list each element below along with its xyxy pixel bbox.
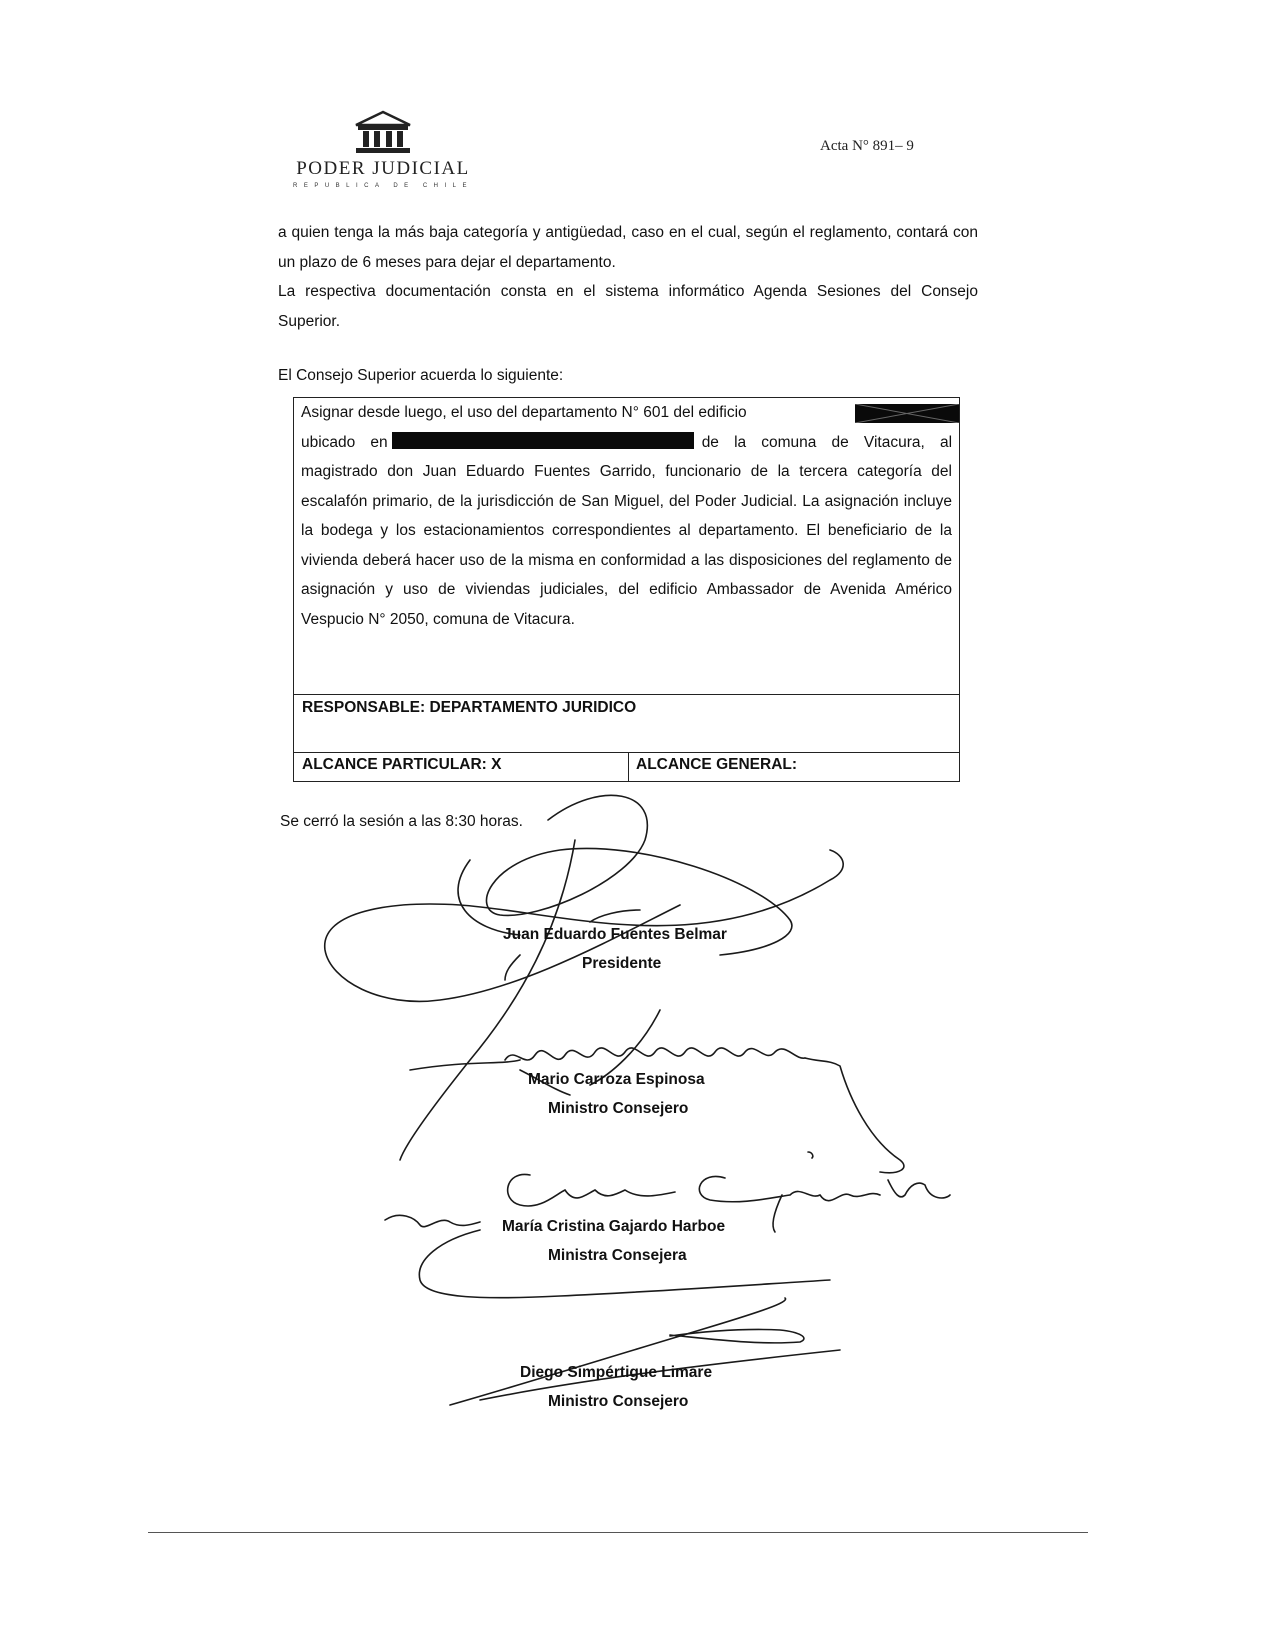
signatory-role: Ministra Consejera [548,1247,687,1264]
signatory-name: Juan Eduardo Fuentes Belmar [503,926,727,943]
resolution-text-part-3: de la comuna de Vitacura, al magistrado don Juan Eduardo Fuentes Garrido, funcionario de la tercera categoría del escalafón primario, de la jurisdicción de San Miguel, del Poder Judicial. La asignación incluye la bodega y los estacionamientos correspondientes al departamento. El beneficiario de la vivienda deberá hacer uso de la misma en conformidad a las disposiciones del reglamento de asignación y uso de viviendas judiciales, del edificio Ambassador de Avenida Américo Vespucio N° 2050, comuna de Vitacura. [301,433,953,628]
resolution-text-part-2: ubicado en [301,433,388,451]
alcance-particular-label: ALCANCE PARTICULAR: X [302,756,502,773]
resolution-text-part-1: Asignar desde luego, el uso del departamento N° 601 del edificio [301,404,747,421]
session-closing: Se cerró la sesión a las 8:30 horas. [280,813,523,830]
signatory-role: Ministro Consejero [548,1100,689,1117]
signatory-name: Diego Simpértigue Limare [520,1364,713,1381]
acta-number: Acta N° 891– 9 [820,138,914,154]
agreement-intro: El Consejo Superior acuerda lo siguiente: [278,367,564,384]
responsable-label: RESPONSABLE: DEPARTAMENTO JURIDICO [302,699,637,716]
signatory-name: Mario Carroza Espinosa [528,1071,705,1088]
institution-name: PODER JUDICIAL [296,158,470,179]
paragraph-2: La respectiva documentación consta en el sistema informático Agenda Sesiones del Consejo Superior. [278,283,978,330]
footer-rule [148,1532,1088,1533]
signatory-role: Ministro Consejero [548,1393,689,1410]
signatory-name: María Cristina Gajardo Harboe [502,1218,726,1235]
institution-subtitle: REPUBLICA DE CHILE [292,183,474,189]
alcance-general-label: ALCANCE GENERAL: [636,756,798,773]
paragraph-1: a quien tenga la más baja categoría y antigüedad, caso en el cual, según el reglamento, contará con un plazo de 6 meses para dejar el departamento. [278,224,978,271]
signatory-role: Presidente [582,955,662,972]
